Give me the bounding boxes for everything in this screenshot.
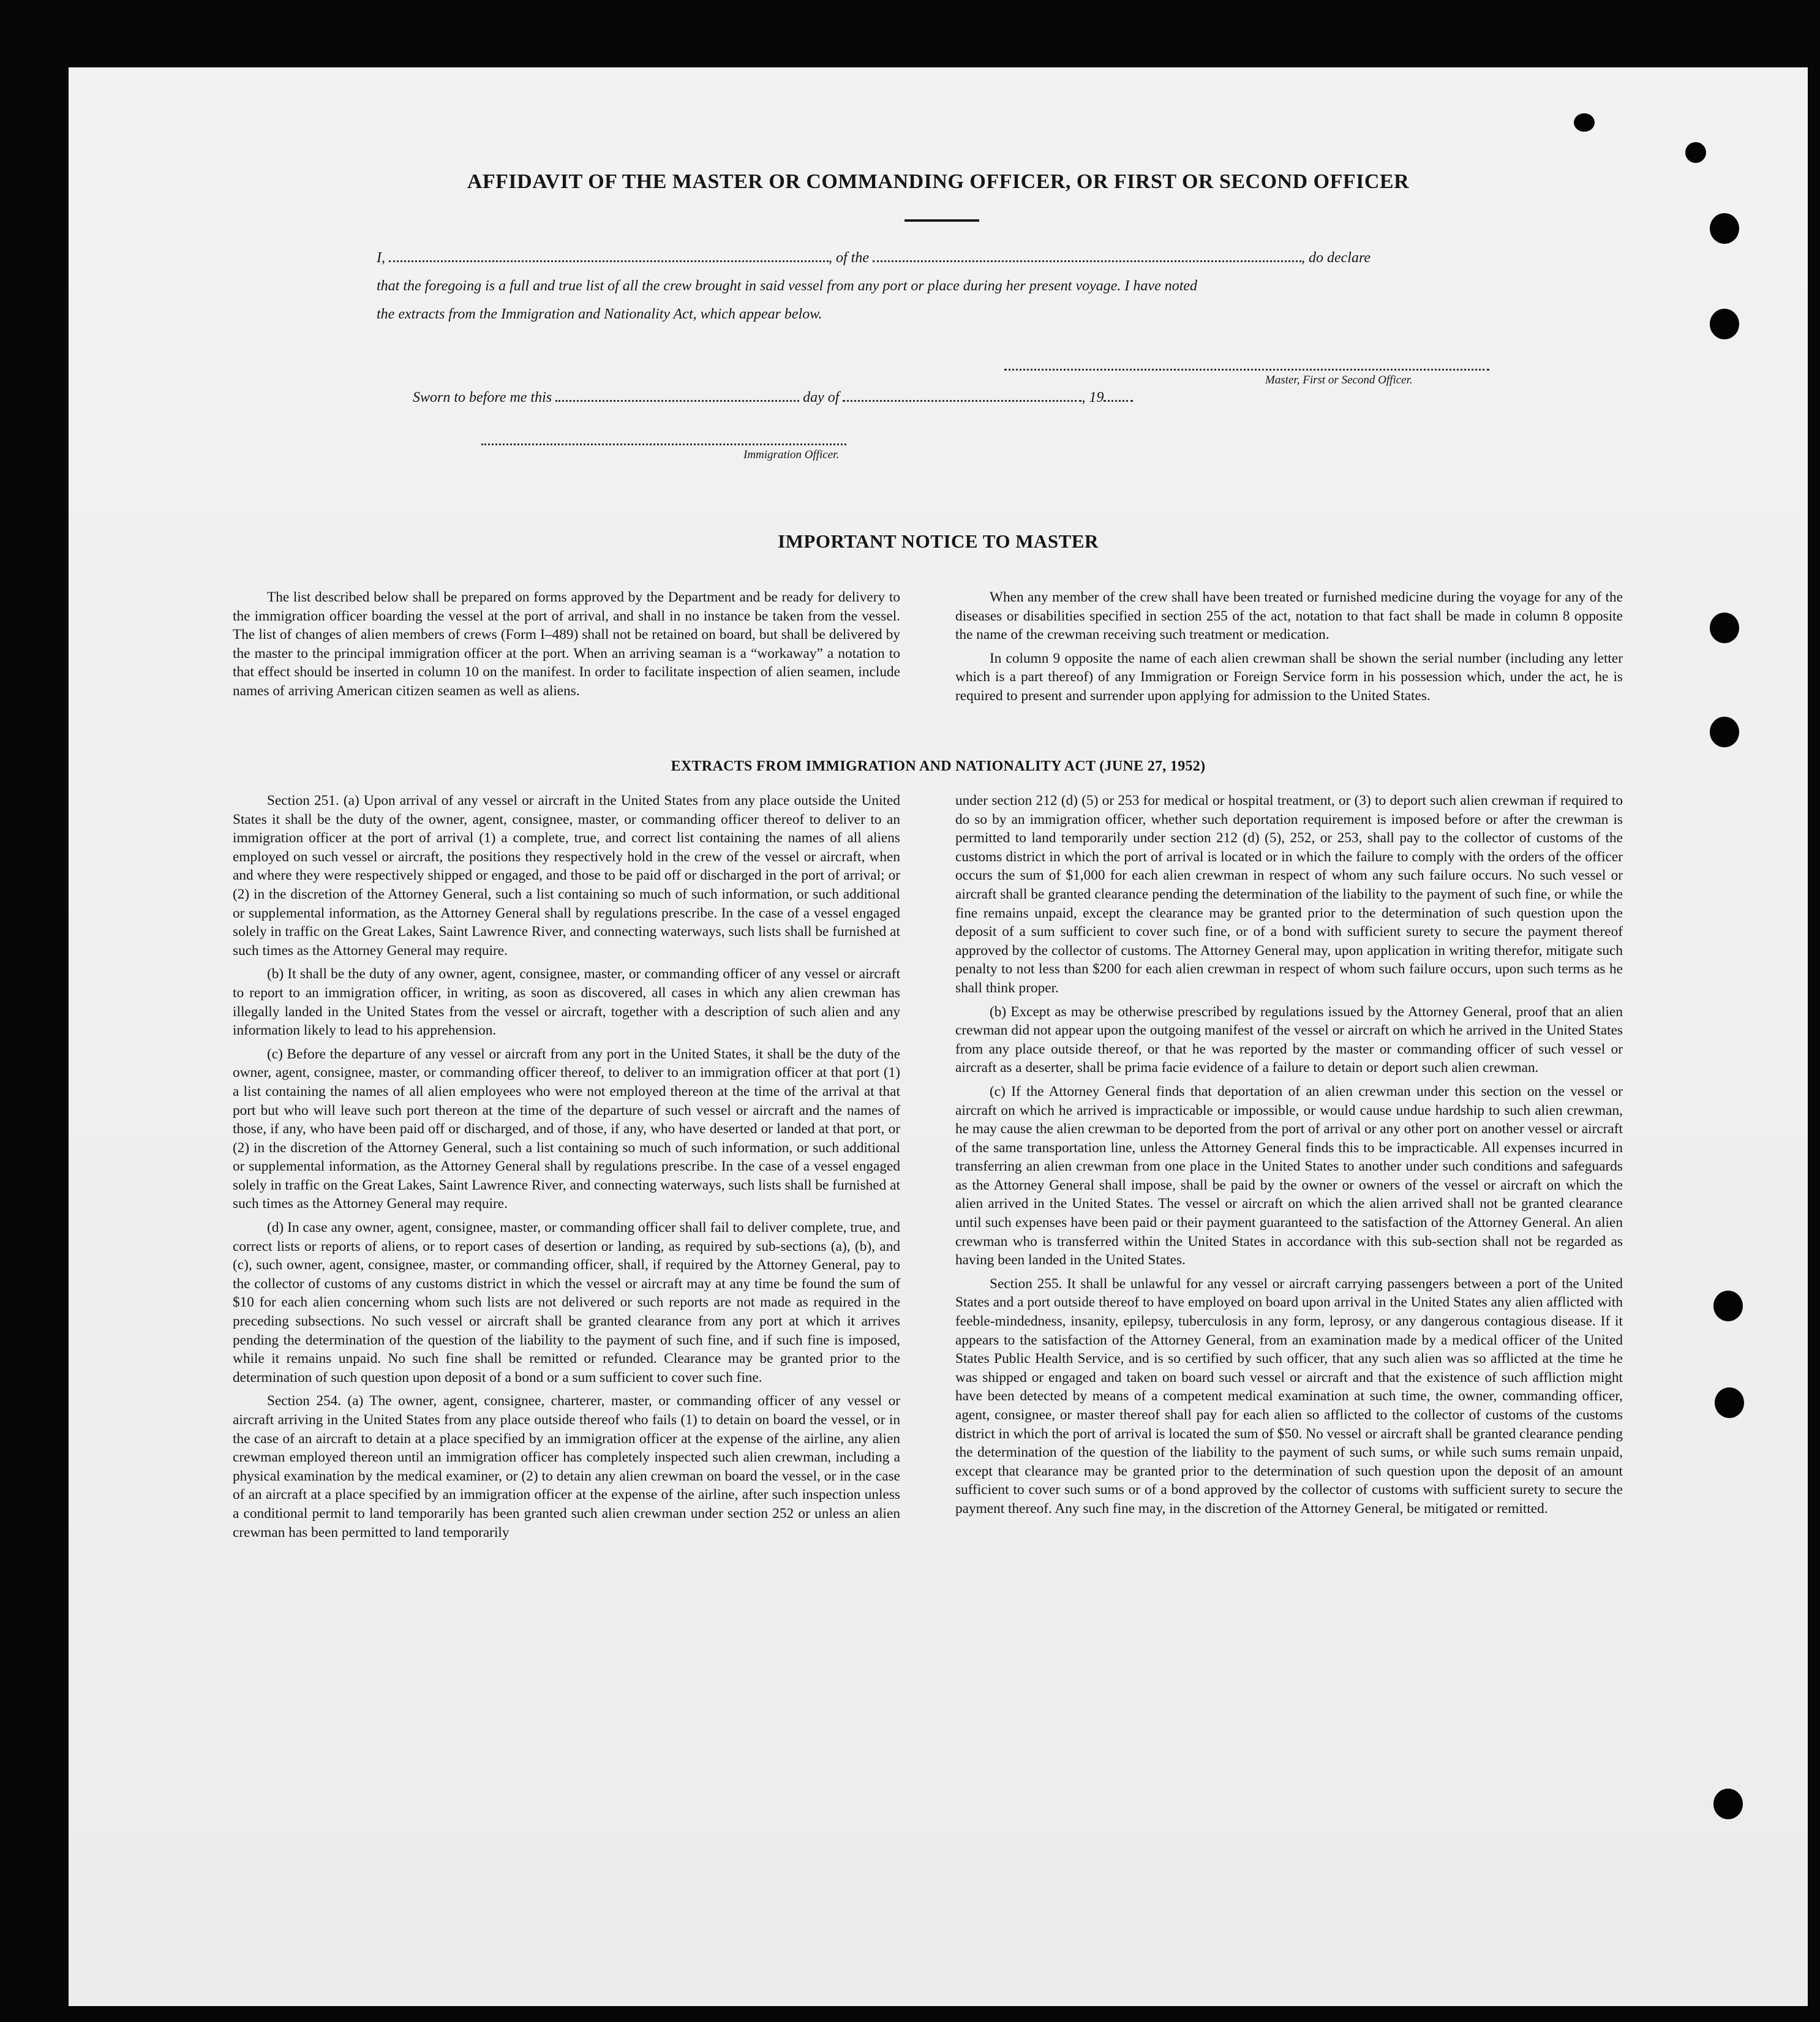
affidavit-title: AFFIDAVIT OF THE MASTER OR COMMANDING OFFICER, OR FIRST OR SECOND OFFICER	[467, 170, 1410, 193]
punch-hole	[1713, 1291, 1743, 1321]
punch-hole	[1574, 113, 1595, 132]
extract-paragraph: (d) In case any owner, agent, consignee, master, or commanding officer shall fail to deliver complete, true, and correct lists or reports of aliens, or to report cases of desertion or landing, as required by sub-sections (a), (b), and (c), such owner, agent, consignee, master, or commanding officer, shall, if required by the Attorney General, pay to the collector of customs of any customs district in which the vessel or aircraft may at any time be found the sum of $10 for each alien concerning whom such lists are not delivered or such reports are not made as required in the preceding subsections. No such vessel or aircraft shall be granted clearance from any port at which it arrives pending the determination of the question of the liability to the payment of such fine, and if such fine is imposed, while it remains unpaid. No such fine shall be remitted or refunded. Clearance may be granted prior to the determination of such question upon deposit of a bond or a sum sufficient to cover such fine.	[233, 1220, 900, 1386]
notice-paragraph: In column 9 opposite the name of each alien crewman shall be shown the serial number (including any letter which is a part thereof) of any Immigration or Foreign Service form in his possession which, under the act, he is required to present and surrender upon applying for admission to the United States.	[955, 650, 1623, 704]
punch-hole	[1710, 613, 1739, 643]
notice-paragraph: The list described below shall be prepared on forms approved by the Department and be ready for delivery to the immigration officer boarding the vessel at the port of arrival, and shall in no instance be taken from the vessel. The list of changes of alien members of crews (Form I–489) shall not be retained on board, but shall be delivered by the master to the principal immigration officer at the port. When an arriving seaman is a “workaway” a notation to that effect should be inserted in column 10 on the manifest. In order to facilitate inspection of alien seamen, include names of arriving American citizen seamen as well as aliens.	[233, 589, 900, 699]
notice-left-column	[233, 588, 900, 706]
master-signature-line	[1004, 369, 1489, 371]
extract-paragraph: (c) If the Attorney General finds that deportation of an alien crewman under this section on the vessel or aircraft on which he arrived is impracticable or impossible, or would cause undue hardship to such alien crewman, he may cause the alien crewman to be deported from the port of arrival or any other port on another vessel or aircraft of the same transportation line, unless the Attorney General finds this to be impracticable. All expenses incurred in transferring an alien crewman from one place in the United States to another under such conditions and safeguards as the Attorney General shall impose, shall be paid by the owner or owners of the vessel or aircraft on which the alien arrived in the United States. The vessel or aircraft on which the alien arrived shall not be granted clearance until such expenses have been paid or their payment guaranteed to the satisfaction of the Attorney General. An alien crewman who is transferred within the United States in accordance with this sub-section shall not be regarded as having been landed in the United States.	[955, 1083, 1623, 1269]
extract-paragraph: (b) Except as may be otherwise prescribed by regulations issued by the Attorney General, proof that an alien crewman did not appear upon the outgoing manifest of the vessel or aircraft on which he arrived in the United States from any place outside thereof, or that he was reported by the master or commanding officer of such vessel or aircraft as a deserter, shall be prima facie evidence of a failure to detain or deport such alien crewman.	[955, 1003, 1623, 1076]
document-page	[69, 67, 1808, 2006]
punch-hole	[1710, 213, 1739, 244]
i-label: I,	[377, 250, 385, 266]
day-blank	[555, 400, 799, 402]
month-blank	[843, 400, 1081, 402]
year-label: , 19	[1081, 390, 1104, 406]
immigration-officer-caption: Immigration Officer.	[743, 448, 840, 461]
punch-hole	[1710, 309, 1739, 339]
sworn-label: Sworn to before me this	[413, 390, 552, 406]
extracts-right-column	[955, 791, 1623, 1523]
punch-hole	[1710, 717, 1739, 747]
extracts-title: EXTRACTS FROM IMMIGRATION AND NATIONALITY ACT (JUNE 27, 1952)	[671, 758, 1206, 774]
vessel-blank	[873, 260, 1301, 262]
notice-title: IMPORTANT NOTICE TO MASTER	[778, 530, 1099, 552]
title-rule	[904, 219, 979, 222]
punch-hole	[1713, 1789, 1743, 1819]
extracts-left-column	[233, 791, 900, 1547]
immigration-officer-line	[481, 443, 846, 445]
notice-right-column	[955, 588, 1623, 711]
punch-hole	[1715, 1387, 1744, 1418]
affidavit-declare-line	[377, 244, 1371, 272]
declaration-line-2: the extracts from the Immigration and Nationality Act, which appear below.	[377, 306, 822, 322]
extract-paragraph: (c) Before the departure of any vessel or aircraft from any port in the United States, it shall be the duty of the owner, agent, consignee, master, or commanding officer thereof, to deliver to an immigration officer at that port (1) a list containing the names of all alien employees who were not employed thereon at the time of the arrival at that port but who will leave such port thereon at the time of the departure of such vessel or aircraft and the names of those, if any, who have been paid off or discharged, and of those, if any, who have deserted or landed at that port, or (2) in the discretion of the Attorney General, such a list containing so much of such information, or such additional or supplemental information, as the Attorney General shall by regulations prescribe. In the case of a vessel engaged solely in traffic on the Great Lakes, Saint Lawrence River, and connecting waterways, such lists shall be furnished at such times as the Attorney General may require.	[233, 1046, 900, 1212]
year-blank	[1104, 400, 1133, 402]
extract-paragraph: Section 251. (a) Upon arrival of any vessel or aircraft in the United States from any place outside the United States it shall be the duty of the owner, agent, consignee, master, or commanding officer thereof to deliver to an immigration officer at the port of arrival (1) a complete, true, and correct list containing the names of all aliens employed on such vessel or aircraft, the positions they respectively hold in the crew of the vessel or aircraft, when and where they were respectively shipped or engaged, and those to be paid off or discharged in the port of arrival; or (2) in the discretion of the Attorney General, such a list containing so much of such information, or such additional or supplemental information, as the Attorney General shall by regulations prescribe. In the case of a vessel engaged solely in traffic on the Great Lakes, Saint Lawrence River, and connecting waterways, such lists shall be furnished at such times as the Attorney General may require.	[233, 793, 900, 959]
notice-paragraph: When any member of the crew shall have been treated or furnished medicine during the voyage for any of the diseases or disabilities specified in section 255 of the act, notation to that fact shall be made in column 8 opposite the name of the crewman receiving such treatment or medication.	[955, 589, 1623, 643]
day-of-label: day of	[803, 390, 840, 406]
extract-paragraph: Section 255. It shall be unlawful for any vessel or aircraft carrying passengers between a port of the United States and a port outside thereof to have employed on board upon arrival in the United States any alien afflicted with feeble-mindedness, insanity, epilepsy, tuberculosis in any form, leprosy, or any dangerous contagious disease. If it appears to the satisfaction of the Attorney General, from an examination made by a medical officer of the United States Public Health Service, and is so certified by such officer, that any such alien was so afflicted at the time he was shipped or engaged and taken on board such vessel or aircraft and that the existence of such affliction might have been detected by means of a competent medical examination at such time, the owner, commanding officer, agent, consignee, or master thereof shall pay for each alien so afflicted to the collector of customs of the customs district in which the port of arrival is located the sum of $50. No vessel or aircraft shall be granted clearance pending the determination of the question of the liability to the payment of such sums, or while such sums remain unpaid, except that clearance may be granted prior to the determination of such question upon the deposit of an amount sufficient to cover such sums or of a bond approved by the collector of customs with sufficient surety to secure the payment thereof. Any such fine may, in the discretion of the Attorney General, be mitigated or remitted.	[955, 1275, 1623, 1517]
sworn-line	[413, 383, 1133, 412]
do-declare-label: , do declare	[1301, 250, 1371, 266]
declaration-line-1: that the foregoing is a full and true list of all the crew brought in said vessel from any port or place during her present voyage. I have noted	[377, 278, 1198, 294]
extract-paragraph: (b) It shall be the duty of any owner, agent, consignee, master, or commanding officer of any vessel or aircraft to report to an immigration officer, in writing, as soon as discovered, all cases in which any alien crewman has illegally landed in the United States from the vessel or aircraft, together with a description of such alien and any information likely to lead to his apprehension.	[233, 966, 900, 1039]
extract-paragraph: under section 212 (d) (5) or 253 for medical or hospital treatment, or (3) to deport such alien crewman if required to do so by an immigration officer, whether such deportation requirement is imposed before or after the crewman is permitted to land temporarily under section 212 (d) (5), 252, or 253, shall pay to the collector of customs of the customs district in which the port of arrival is located or in which the failure to comply with the orders of the officer occurs the sum of $1,000 for each alien crewman in respect of whom any such failure occurs. No such vessel or aircraft shall be granted clearance pending the determination of the liability to the payment of such fine, or while the fine remains unpaid, except the clearance may be granted prior to the determination of such question upon the deposit of a sum sufficient to cover such fine, or of a bond with sufficient surety to secure the payment thereof approved by the collector of customs. The Attorney General may, upon application in writing therefor, mitigate such penalty to not less than $200 for each alien crewman in respect of whom such failure occurs, upon such terms as he shall think proper.	[955, 793, 1623, 996]
punch-hole	[1685, 142, 1706, 163]
of-the-label: , of the	[829, 250, 869, 266]
master-signature-caption: Master, First or Second Officer.	[1265, 374, 1413, 387]
extract-paragraph: Section 254. (a) The owner, agent, consignee, charterer, master, or commanding officer of any vessel or aircraft arriving in the United States from any place outside thereof who fails (1) to detain on board the vessel, or in the case of an aircraft to detain at a place specified by an immigration officer at the expense of the airline, any alien crewman employed thereon until an immigration officer has completely inspected such alien crewman, including a physical examination by the medical examiner, or (2) to detain any alien crewman on board the vessel, or in the case of an aircraft at a place specified by an immigration officer at the expense of the airline, after such inspection unless a conditional permit to land temporarily has been granted such alien crewman under section 252 or unless an alien crewman has been permitted to land temporarily	[233, 1393, 900, 1541]
name-blank	[389, 260, 829, 262]
